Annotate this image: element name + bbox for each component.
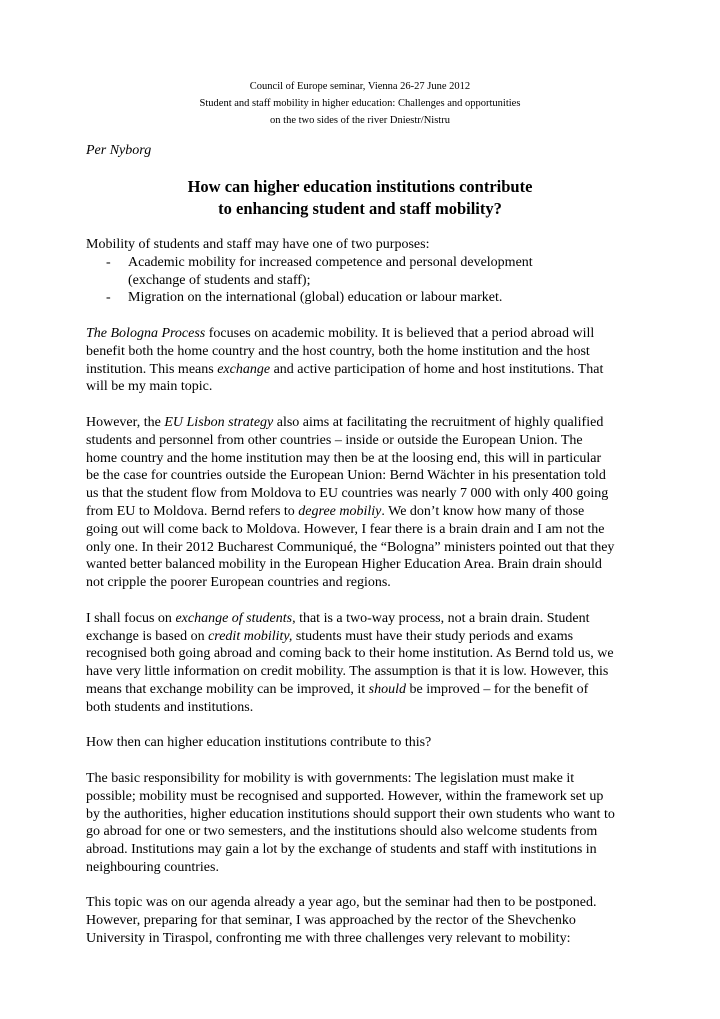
list-dash: - (106, 254, 111, 270)
text-span: , that is a two-way process, not a brain drain. Student (292, 610, 590, 626)
paragraph-bologna (86, 325, 646, 396)
text-span: exchange is based on (86, 628, 209, 644)
emphasis: EU Lisbon strategy (164, 414, 274, 430)
title-line: How can higher education institutions contribute (187, 177, 533, 196)
text-line: will be my main topic. (86, 379, 213, 395)
text-line: benefit both the home country and the host country, both the home institution and the host (86, 343, 590, 359)
text-line (86, 414, 646, 432)
text-line: possible; mobility must be recognised and supported. However, within the framework set up (86, 788, 604, 804)
text-line (86, 610, 646, 628)
paragraph-agenda (86, 894, 646, 947)
author-name: Per Nyborg (86, 143, 152, 158)
text-span: and active participation of home and host institutions. That (270, 361, 604, 377)
text-line (86, 325, 646, 343)
header-line: Student and staff mobility in higher education: Challenges and opportunities (199, 98, 521, 109)
text-span: . We don’t know how many of those (381, 503, 585, 519)
emphasis: credit mobility, (208, 628, 293, 644)
title-line: to enhancing student and staff mobility? (218, 199, 502, 218)
text-span: students must have their study periods and exams (292, 628, 574, 644)
text-line (86, 361, 646, 379)
paragraph-lisbon (86, 414, 646, 592)
text-line: going out will come back to Moldova. However, I fear there is a brain drain and I am not the (86, 521, 605, 537)
text-line (86, 681, 646, 699)
text-line: by the authorities, higher education institutions should support their own students who want to (86, 806, 615, 822)
list-item-text: Migration on the international (global) education or labour market. (128, 290, 503, 306)
text-span: However, the (86, 414, 165, 430)
header-line: Council of Europe seminar, Vienna 26-27 June 2012 (249, 81, 471, 92)
emphasis: exchange (217, 361, 271, 377)
emphasis: exchange of students (175, 610, 293, 626)
text-line: University in Tiraspol, confronting me with three challenges very relevant to mobility: (86, 931, 571, 947)
list-dash: - (106, 290, 111, 306)
emphasis: should (368, 681, 406, 697)
text-line: home country and the home institution may then be at the loosing end, this will in particular (86, 450, 602, 466)
text-line: neighbouring countries. (86, 859, 219, 875)
list-item (86, 289, 646, 307)
list-item-text: Academic mobility for increased competence and personal development (128, 254, 533, 270)
paragraph-question (86, 734, 646, 752)
text-line: abroad. Institutions may gain a lot by the exchange of students and staff with institutions in (86, 842, 597, 858)
paragraph-responsibility (86, 770, 646, 877)
text-line: have very little information on credit mobility. The assumption is that it is low. However, this (86, 664, 609, 680)
text-line: be the case for countries outside the European Union: Bernd Wächter in his presentation told (86, 468, 606, 484)
list-item-continuation (86, 272, 646, 290)
text-line: both students and institutions. (86, 699, 254, 715)
text-line: Mobility of students and staff may have one of two purposes: (86, 237, 430, 252)
text-line: How then can higher education institutions contribute to this? (86, 735, 432, 751)
text-line: wanted better balanced mobility in the European Higher Education Area. Brain drain should (86, 557, 602, 573)
text-line: However, preparing for that seminar, I was approached by the rector of the Shevchenko (86, 913, 576, 929)
text-line (86, 628, 646, 646)
text-line (86, 503, 646, 521)
text-line: go abroad for one or two semesters, and the institutions should also welcome students from (86, 824, 598, 840)
text-line: not cripple the poorer European countries and regions. (86, 575, 391, 591)
text-span: be improved – for the benefit of (405, 681, 589, 697)
emphasis: degree mobiliy (298, 503, 382, 519)
text-line: only one. In their 2012 Bucharest Communiqué, the “Bologna” ministers pointed out that they (86, 539, 615, 555)
text-line: The basic responsibility for mobility is with governments: The legislation must make it (86, 770, 575, 786)
text-span: institution. This means (86, 361, 218, 377)
emphasis: The Bologna Process (86, 325, 206, 341)
text-span: I shall focus on (86, 610, 176, 626)
seminar-header (0, 78, 720, 129)
header-line: on the two sides of the river Dniestr/Nistru (270, 115, 450, 126)
paragraph-exchange (86, 610, 646, 717)
text-span: also aims at facilitating the recruitment of highly qualified (273, 414, 604, 430)
document-title (0, 176, 720, 220)
text-line: This topic was on our agenda already a year ago, but the seminar had then to be postponed. (86, 895, 597, 911)
list-item-text: (exchange of students and staff); (128, 272, 311, 288)
text-span: means that exchange mobility can be improved, it (86, 681, 369, 697)
text-line: us that the student flow from Moldova to EU countries was nearly 7 000 with only 400 going (86, 486, 609, 502)
text-line: recognised both going abroad and coming back to their home institution. As Bernd told us, we (86, 646, 614, 662)
paragraph-intro (86, 236, 646, 307)
text-span: from EU to Moldova. Bernd refers to (86, 503, 299, 519)
document-body (86, 236, 646, 966)
list-item (86, 254, 646, 272)
text-line: students and personnel from other countries – inside or outside the European Union. The (86, 432, 583, 448)
text-span: focuses on academic mobility. It is believed that a period abroad will (205, 325, 595, 341)
